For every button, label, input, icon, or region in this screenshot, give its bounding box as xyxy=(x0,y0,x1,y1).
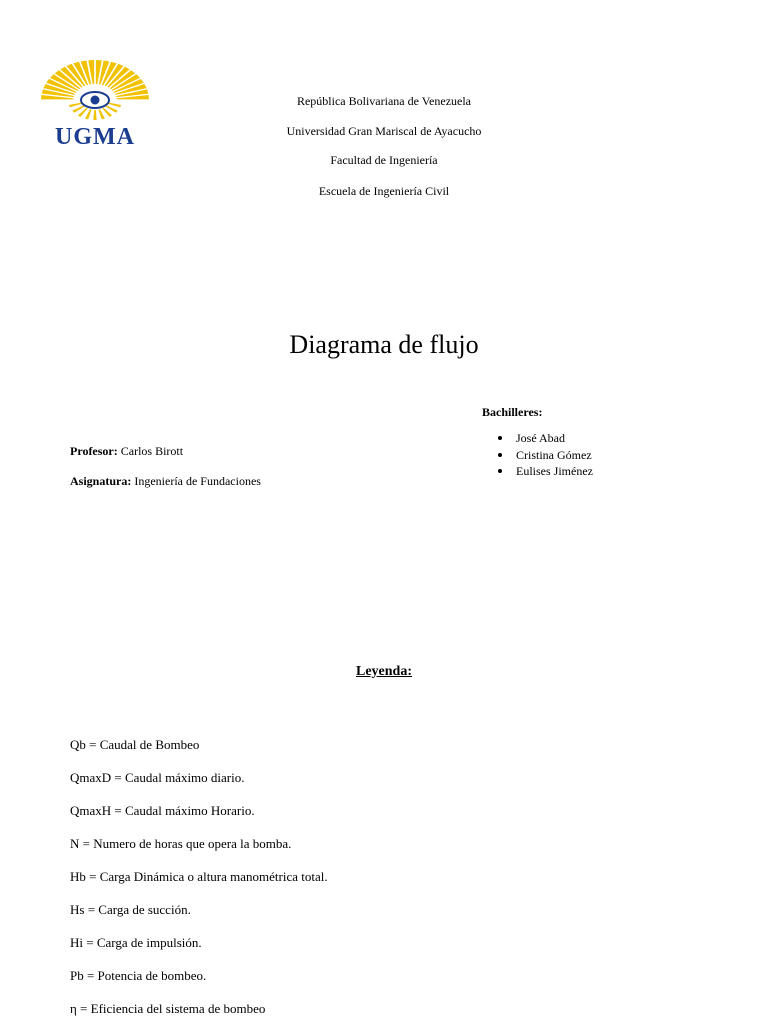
bullet-icon xyxy=(498,453,502,457)
student-item xyxy=(482,463,593,480)
logo-ray xyxy=(93,110,96,120)
legend-item: η = Eficiencia del sistema de bombeo xyxy=(70,1001,266,1016)
legend-item: Hb = Carga Dinámica o altura manométrica total. xyxy=(70,869,328,884)
professor-line xyxy=(70,444,183,459)
student-name: Eulises Jiménez xyxy=(516,464,593,478)
logo-ray xyxy=(98,109,104,119)
student-item xyxy=(482,447,593,464)
header-university: Universidad Gran Mariscal de Ayacucho xyxy=(286,124,482,138)
legend-item: Hi = Carga de impulsión. xyxy=(70,935,202,950)
sunburst-emblem-icon xyxy=(38,58,152,124)
header-country: República Bolivariana de Venezuela xyxy=(296,94,472,108)
legend-item: N = Numero de horas que opera la bomba. xyxy=(70,836,292,851)
legend-item: Hs = Carga de succión. xyxy=(70,902,191,917)
document-title: Diagrama de flujo xyxy=(289,330,479,359)
bullet-icon xyxy=(498,436,502,440)
students-label: Bachilleres: xyxy=(482,405,543,419)
header-faculty: Facultad de Ingeniería xyxy=(330,153,438,167)
subject-line xyxy=(70,474,261,489)
bullet-icon xyxy=(498,469,502,473)
legend-item: QmaxH = Caudal máximo Horario. xyxy=(70,803,255,818)
header-school: Escuela de Ingeniería Civil xyxy=(318,184,450,198)
subject-label: Asignatura: xyxy=(70,474,132,488)
student-name: José Abad xyxy=(516,431,565,445)
legend-title: Leyenda: xyxy=(356,664,412,679)
logo-ray xyxy=(85,109,91,119)
professor-name: Carlos Birott xyxy=(120,444,184,458)
legend-item: QmaxD = Caudal máximo diario. xyxy=(70,770,245,785)
students-list xyxy=(482,430,593,480)
subject-name: Ingeniería de Fundaciones xyxy=(134,474,261,488)
student-item xyxy=(482,430,593,447)
student-name: Cristina Gómez xyxy=(516,447,592,462)
legend-item: Qb = Caudal de Bombeo xyxy=(70,737,200,752)
legend-item: Pb = Potencia de bombeo. xyxy=(70,968,207,983)
professor-label: Profesor: xyxy=(70,444,118,458)
logo-wordmark: UGMA xyxy=(55,124,135,150)
